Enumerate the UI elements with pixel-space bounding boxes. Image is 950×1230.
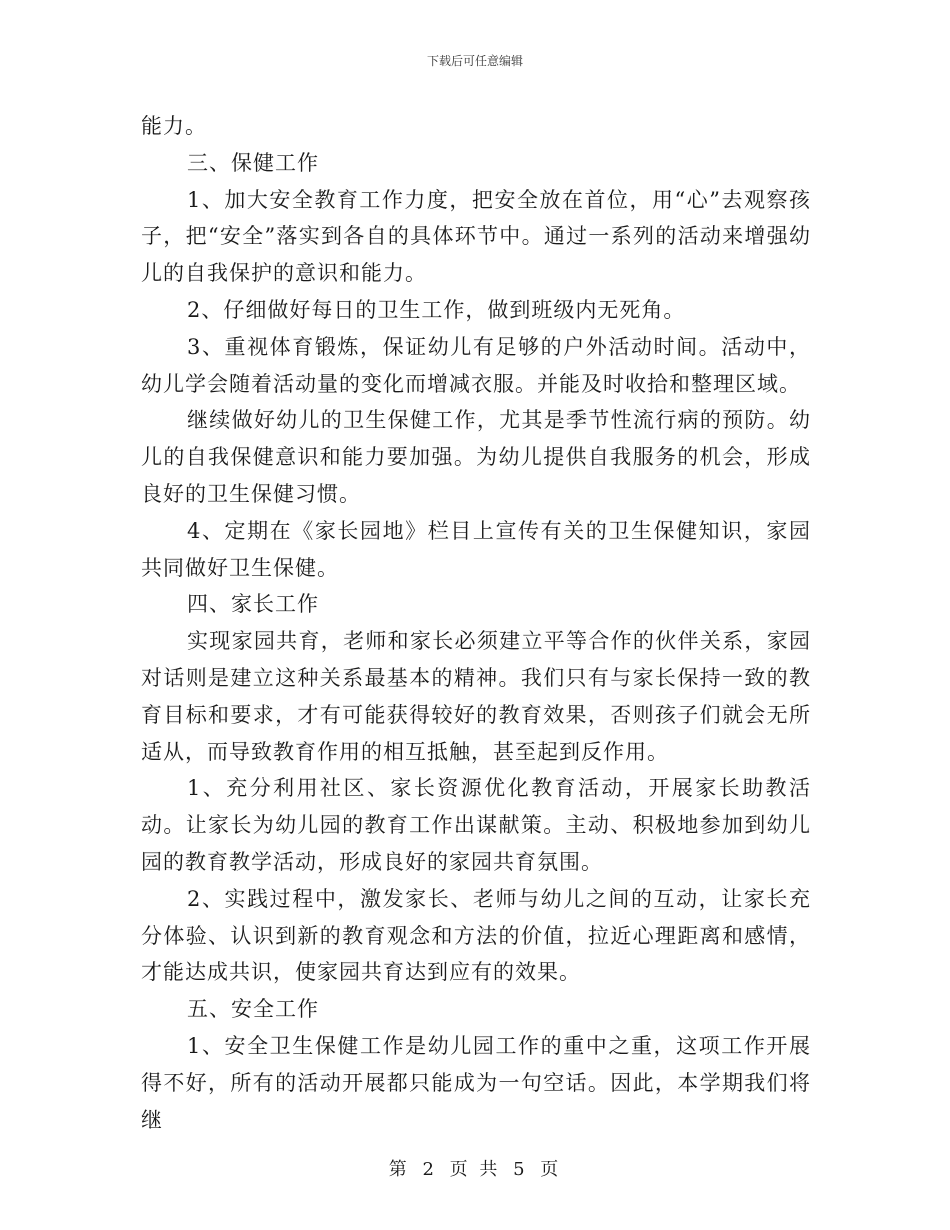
footer-suffix: 页 bbox=[540, 1159, 562, 1180]
document-body bbox=[141, 108, 811, 1138]
section-heading-parents: 四、家长工作 bbox=[187, 592, 319, 617]
footer-prefix: 第 bbox=[388, 1159, 410, 1180]
page-footer bbox=[0, 1155, 950, 1181]
paragraph: 1、充分利用社区、家长资源优化教育活动，开展家长助教活动。让家长为幼儿园的教育工作出谋献策。主动、积极地参加到幼儿园的教育教学活动，形成良好的家园共育氛围。 bbox=[141, 776, 811, 874]
total-pages-number: 5 bbox=[513, 1159, 528, 1180]
paragraph: 继续做好幼儿的卫生保健工作，尤其是季节性流行病的预防。幼儿的自我保健意识和能力要加强。为幼儿提供自我服务的机会，形成良好的卫生保健习惯。 bbox=[141, 408, 811, 506]
current-page-number: 2 bbox=[422, 1159, 437, 1180]
paragraph: 4、定期在《家长园地》栏目上宣传有关的卫生保健知识，家园共同做好卫生保健。 bbox=[141, 518, 811, 580]
paragraph: 1、安全卫生保健工作是幼儿园工作的重中之重，这项工作开展得不好，所有的活动开展都只能成为一句空话。因此，本学期我们将继 bbox=[141, 1033, 811, 1132]
paragraph: 能力。 bbox=[141, 114, 207, 138]
paragraph: 2、仔细做好每日的卫生工作，做到班级内无死角。 bbox=[187, 297, 686, 322]
paragraph: 1、加大安全教育工作力度，把安全放在首位，用“心”去观察孩子，把“安全”落实到各自的具体环节中。通过一系列的活动来增强幼儿的自我保护的意识和能力。 bbox=[141, 187, 811, 286]
paragraph: 3、重视体育锻炼，保证幼儿有足够的户外活动时间。活动中，幼儿学会随着活动量的变化而增减衣服。并能及时收拾和整理区域。 bbox=[141, 334, 811, 396]
paragraph: 2、实践过程中，激发家长、老师与幼儿之间的互动，让家长充分体验、认识到新的教育观念和方法的价值，拉近心理距离和感情，才能达成共识，使家园共育达到应有的效果。 bbox=[141, 886, 811, 985]
paragraph: 实现家园共育，老师和家长必须建立平等合作的伙伴关系，家园对话则是建立这种关系最基本的精神。我们只有与家长保持一致的教育目标和要求，才有可能获得较好的教育效果，否则孩子们就会无所适从，而导致教育作用的相互抵触，甚至起到反作用。 bbox=[141, 629, 811, 764]
page-header-note: 下载后可任意编辑 bbox=[426, 54, 523, 68]
section-heading-health: 三、保健工作 bbox=[187, 150, 319, 175]
section-heading-safety: 五、安全工作 bbox=[187, 997, 319, 1022]
footer-middle: 页 共 bbox=[449, 1159, 501, 1180]
